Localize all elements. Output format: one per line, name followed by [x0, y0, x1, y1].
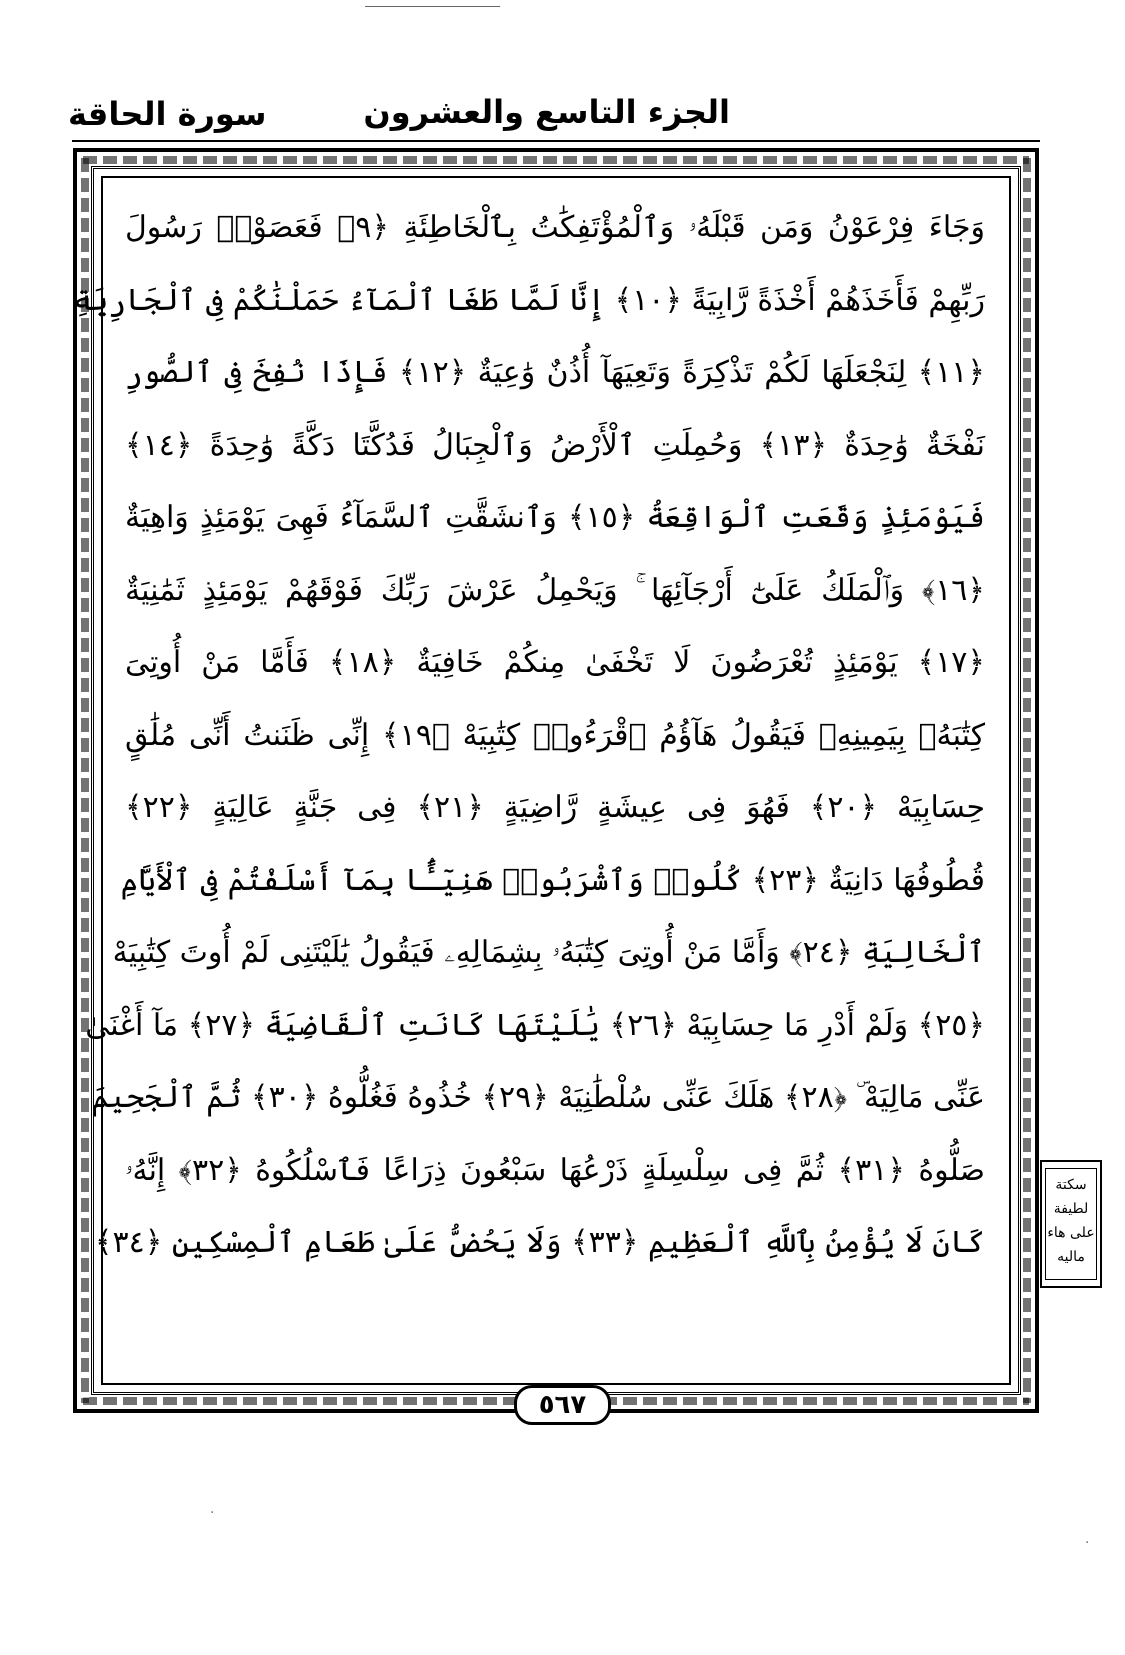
scan-mark: · [210, 1505, 215, 1521]
margin-note-line: سكتة [1055, 1177, 1087, 1193]
text-line: كَانَ لَا يُؤْمِنُ بِٱللَّهِ ٱلْعَظِيمِ ﴿٣٣﴾ وَلَا يَحُضُّ عَلَىٰ طَعَامِ ٱلْمِسْكِينِ ﴿٣٤﴾ [94, 1225, 985, 1260]
frame-border-top [83, 156, 1029, 164]
text-line: نَفْخَةٌ وَٰحِدَةٌ ﴿١٣﴾ وَحُمِلَتِ ٱلْأَرْضُ وَٱلْجِبَالُ فَدُكَّتَا دَكَّةً وَٰحِدَةً ﴿١٤﴾ [125, 427, 986, 463]
header-rule [72, 140, 1040, 142]
text-line: وَجَاءَ فِرْعَوْنُ وَمَن قَبْلَهُۥ وَٱلْمُؤْتَفِكَٰتُ بِٱلْخَاطِئَةِ ﴿٩﴾ فَعَصَوْا۟ رَسُولَ [125, 210, 986, 245]
surah-title: سورة الحاقة [68, 95, 267, 133]
text-line: ﴿٢٥﴾ وَلَمْ أَدْرِ مَا حِسَابِيَهْ ﴿٢٦﴾ يَٰلَيْتَهَا كَانَتِ ٱلْقَاضِيَةَ ﴿٢٧﴾ مَآ أَغْنَىٰ [85, 1007, 985, 1043]
text-line: رَبِّهِمْ فَأَخَذَهُمْ أَخْذَةً رَّابِيَةً ﴿١٠﴾ إِنَّا لَمَّا طَغَا ٱلْمَآءُ حَمَلْنَٰكُمْ فِى ٱلْجَارِيَةِ [73, 282, 985, 318]
text-line: حِسَابِيَهْ ﴿٢٠﴾ فَهُوَ فِى عِيشَةٍ رَّاضِيَةٍ ﴿٢١﴾ فِى جَنَّةٍ عَالِيَةٍ ﴿٢٢﴾ [125, 790, 985, 825]
juz-title: الجزء التاسع والعشرون [363, 93, 730, 131]
text-line: عَنِّى مَالِيَهْ ۜ ﴿٢٨﴾ هَلَكَ عَنِّى سُلْطَٰنِيَهْ ﴿٢٩﴾ خُذُوهُ فَغُلُّوهُ ﴿٣٠﴾ ثُمَّ ٱلْجَحِيمَ [91, 1080, 985, 1115]
text-line: ﴿١١﴾ لِنَجْعَلَهَا لَكُمْ تَذْكِرَةً وَتَعِيَهَآ أُذُنٌ وَٰعِيَةٌ ﴿١٢﴾ فَإِذَا نُفِخَ فِى ٱلصُّورِ [125, 355, 985, 390]
frame-border-left [81, 158, 89, 1403]
margin-note-line: ماليه [1057, 1249, 1085, 1265]
text-line: قُطُوفُهَا دَانِيَةٌ ﴿٢٣﴾ كُلُوا۟ وَٱشْرَبُوا۟ هَنِيٓـًٔۢا بِمَآ أَسْلَفْتُمْ فِى ٱلْأَيَّامِ [120, 862, 985, 898]
margin-note-inner [1045, 1168, 1097, 1280]
text-line: صَلُّوهُ ﴿٣١﴾ ثُمَّ فِى سِلْسِلَةٍ ذَرْعُهَا سَبْعُونَ ذِرَاعًا فَٱسْلُكُوهُ ﴿٣٢﴾ إِنَّهُۥ [125, 1152, 985, 1188]
text-line: ﴿١٧﴾ يَوْمَئِذٍ تُعْرَضُونَ لَا تَخْفَىٰ مِنكُمْ خَافِيَةٌ ﴿١٨﴾ فَأَمَّا مَنْ أُوتِىَ [125, 645, 985, 680]
text-line: ٱلْخَالِيَةِ ﴿٢٤﴾ وَأَمَّا مَنْ أُوتِىَ كِتَٰبَهُۥ بِشِمَالِهِۦ فَيَقُولُ يَٰلَيْتَنِى لَمْ أُوتَ كِتَٰبِيَهْ [112, 935, 985, 970]
frame-border-right [1023, 158, 1031, 1403]
text-line: فَيَوْمَئِذٍ وَقَعَتِ ٱلْوَاقِعَةُ ﴿١٥﴾ وَٱنشَقَّتِ ٱلسَّمَآءُ فَهِىَ يَوْمَئِذٍ وَاهِيَةٌ [125, 500, 986, 535]
margin-note-line: على هاء [1047, 1225, 1095, 1241]
quran-text [73, 192, 986, 1280]
top-rule [365, 6, 500, 7]
scan-mark: · [1085, 1535, 1090, 1551]
margin-note-line: لطيفة [1053, 1201, 1089, 1217]
text-line: كِتَٰبَهُۥ بِيَمِينِهِۦ فَيَقُولُ هَآؤُمُ ٱقْرَءُوا۟ كِتَٰبِيَهْ ﴿١٩﴾ إِنِّى ظَنَنتُ أَنِّى مُلَٰقٍ [125, 717, 985, 753]
page-number: ٥٦٧ [514, 1385, 612, 1425]
margin-note [1040, 1160, 1102, 1288]
text-line: ﴿١٦﴾ وَٱلْمَلَكُ عَلَىٰٓ أَرْجَآئِهَا ۚ وَيَحْمِلُ عَرْشَ رَبِّكَ فَوْقَهُمْ يَوْمَئِذٍ ثَمَٰنِيَةٌ [125, 572, 985, 608]
page-number-wrap [0, 1385, 1125, 1425]
